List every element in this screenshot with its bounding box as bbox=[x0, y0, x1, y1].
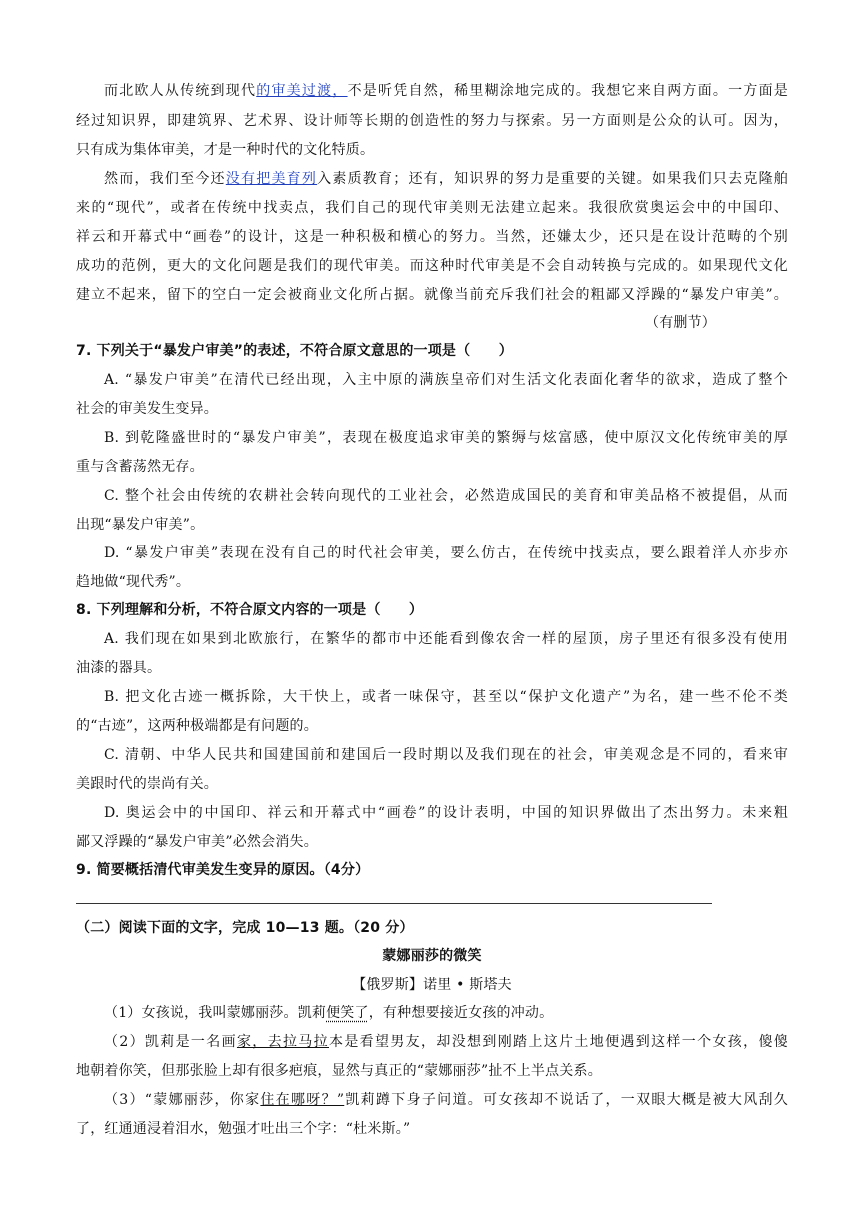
option-line: 美跟时代的崇尚有关。 bbox=[76, 776, 218, 792]
paragraph-line: 经过知识界，即建筑界、艺术界、设计师等长期的创造性的努力与探索。另一方面则是公众的认可。因为， bbox=[76, 113, 788, 129]
paragraph-line: 祥云和开幕式中“画卷”的设计，这是一种积极和横心的努力。当然，还嫌太少，还只是在设计范畴的个别 bbox=[76, 229, 788, 245]
option-line: C. 清朝、中华人民共和国建国前和建国后一段时期以及我们现在的社会，审美观念是不同的，看来审 bbox=[104, 747, 788, 763]
paragraph-line: 只有成为集体审美，才是一种时代的文化特质。 bbox=[76, 142, 375, 158]
option-line: 社会的审美发生变异。 bbox=[76, 401, 218, 417]
question-7-stem: 7. 下列关于“暴发户审美”的表述，不符合原文意思的一项是（ ） bbox=[76, 343, 513, 359]
underlined-phrase: 家，去拉马拉 bbox=[236, 1034, 329, 1050]
answer-line[interactable] bbox=[76, 903, 712, 904]
paragraph-line: 地朝着你笑，但那张脸上却有很多疤痕，显然与真正的“蒙娜丽莎”扯不上半点关系。 bbox=[76, 1063, 602, 1079]
option-line: 出现“暴发户审美”。 bbox=[76, 517, 205, 533]
option-line: 油漆的器具。 bbox=[76, 660, 162, 676]
question-8-stem: 8. 下列理解和分析，不符合原文内容的一项是（ ） bbox=[76, 602, 424, 618]
paragraph-line: 来的“现代”，或者在传统中找卖点，我们自己的现代审美则无法建立起来。我很欣赏奥运会中的中国印、 bbox=[76, 200, 788, 216]
question-9-stem: 9. 简要概括清代审美发生变异的原因。（4分） bbox=[76, 862, 370, 878]
paragraph-line: 成功的范例，更大的文化问题是我们的现代审美。而这种时代审美是不会自动转换与完成的。如果现代文化 bbox=[76, 258, 788, 274]
paragraph-line: 建立不起来，留下的空白一定会被商业文化所占据。就像当前充斥我们社会的粗鄙又浮躁的“暴发户审美”。 bbox=[76, 287, 788, 303]
paragraph-line: 然而，我们至今还没有把美育列入素质教育；还有，知识界的努力是重要的关键。如果我们只去克隆舶 bbox=[104, 171, 788, 187]
option-line: 趋地做“现代秀”。 bbox=[76, 574, 191, 590]
story-author: 【俄罗斯】诺里 • 斯塔夫 bbox=[352, 977, 512, 993]
option-line: B. 把文化古迹一概拆除，大干快上，或者一味保守，甚至以“保护文化遗产”为名，建一些不伦不类 bbox=[104, 689, 788, 705]
story-paragraph-2: （2）凯莉是一名画家，去拉马拉本是看望男友，却没想到刚踏上这片土地便遇到这样一个女孩，傻傻 bbox=[104, 1034, 788, 1050]
text-link[interactable]: 没有把美育列 bbox=[225, 171, 318, 187]
option-line: 的“古迹”，这两种极端都是有问题的。 bbox=[76, 718, 318, 734]
option-line: 鄙又浮躁的“暴发户审美”必然会消失。 bbox=[76, 834, 318, 850]
option-line: D. “暴发户审美”表现在没有自己的时代社会审美，要么仿古，在传统中找卖点，要么跟着洋人亦步亦 bbox=[104, 545, 788, 561]
option-line: D. 奥运会中的中国印、祥云和开幕式中“画卷”的设计表明，中国的知识界做出了杰出努力。未来粗 bbox=[104, 805, 788, 821]
option-line: 重与含蓄荡然无存。 bbox=[76, 459, 204, 475]
paragraph-line: 而北欧人从传统到现代的审美过渡，不是听凭自然，稀里糊涂地完成的。我想它来自两方面。一方面是 bbox=[104, 83, 789, 99]
story-paragraph-1: （1）女孩说，我叫蒙娜丽莎。凯莉便笑了，有种想要接近女孩的冲动。 bbox=[104, 1005, 554, 1021]
text-link[interactable]: 的审美过渡， bbox=[256, 83, 348, 99]
option-line: B. 到乾隆盛世时的“暴发户审美”，表现在极度追求审美的繁缛与炫富感，使中原汉文化传统审美的厚 bbox=[104, 430, 788, 446]
option-line: C. 整个社会由传统的农耕社会转向现代的工业社会，必然造成国民的美育和审美品格不被提倡，从而 bbox=[104, 488, 788, 504]
section-heading: （二）阅读下面的文字，完成 10—13 题。（20 分） bbox=[76, 920, 414, 936]
source-note: （有删节） bbox=[645, 315, 716, 331]
story-title: 蒙娜丽莎的微笑 bbox=[382, 948, 482, 964]
dotted-emphasis: 便笑了 bbox=[326, 1005, 369, 1021]
option-line: A. 我们现在如果到北欧旅行，在繁华的都市中还能看到像农舍一样的屋顶，房子里还有很多没有使用 bbox=[104, 631, 788, 647]
story-paragraph-3: （3）“蒙娜丽莎，你家住在哪呀？”凯莉蹲下身子问道。可女孩却不说话了，一双眼大概是被大风刮久 bbox=[104, 1092, 789, 1108]
option-line: A. “暴发户审美”在清代已经出现，入主中原的满族皇帝们对生活文化表面化奢华的欲求，造成了整个 bbox=[104, 372, 788, 388]
paragraph-line: 了，红通通浸着泪水，勉强才吐出三个字：“杜米斯。” bbox=[76, 1121, 411, 1137]
underlined-phrase: 住在哪呀？” bbox=[260, 1092, 345, 1108]
